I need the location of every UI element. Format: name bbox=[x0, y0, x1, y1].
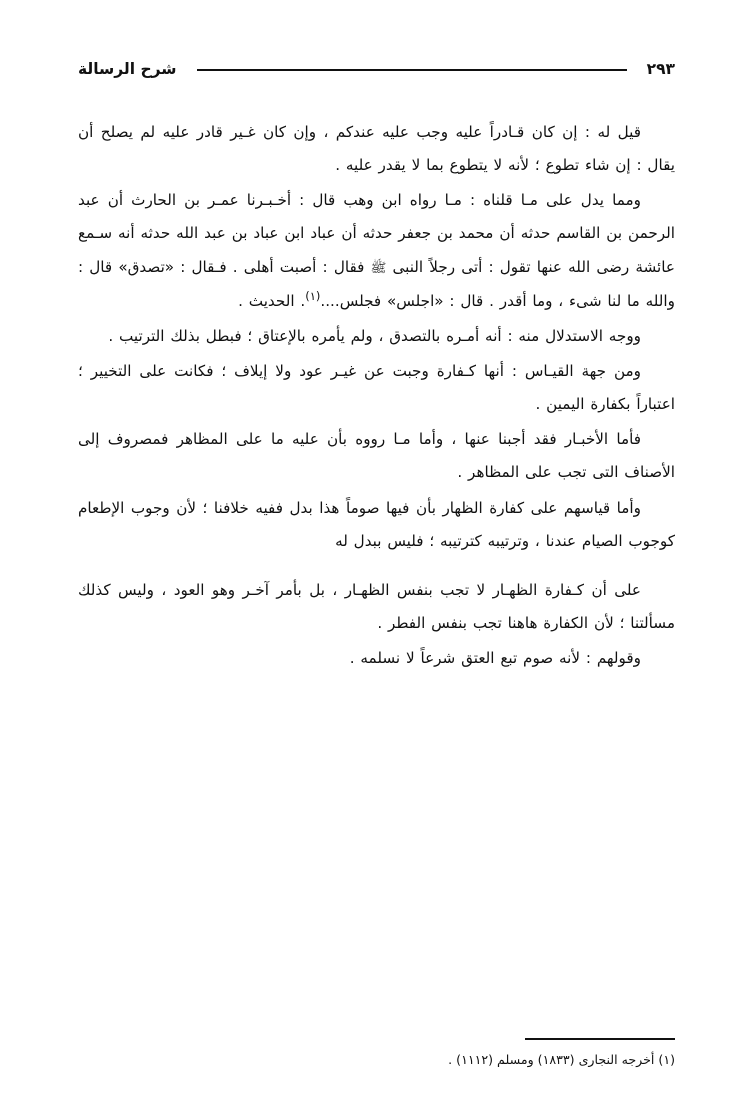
footnote-area bbox=[78, 1038, 675, 1072]
header-divider bbox=[197, 69, 627, 71]
footnote-divider bbox=[525, 1038, 675, 1040]
page-number: ٢٩٣ bbox=[646, 60, 675, 78]
paragraph-6: وأما قياسهم على كفارة الظهار بأن فيها صوماً هذا بدل ففيه خلافنا ؛ لأن وجوب الإطعام كوجوب الصيام عندنا ، وترتيبه كترتيبه ؛ فليس ببدل له bbox=[78, 498, 675, 550]
book-title: شرح الرسالة bbox=[78, 60, 177, 78]
footnote-marker[interactable]: (١) bbox=[305, 288, 321, 303]
paragraph-5: فأما الأخبـار فقد أجبنا عنها ، وأما مـا رووه بأن عليه ما على المظاهر فمصروف إلى الأصناف التى تجب على المظاهر . bbox=[78, 430, 675, 482]
paragraph-8: وقولهم : لأنه صوم تبع العتق شرعاً لا نسلمه . bbox=[349, 649, 641, 668]
page-header bbox=[78, 52, 675, 86]
paragraph-2 bbox=[78, 184, 675, 318]
paragraph-2-part-b: فقال : أصبت أهلى . فـقال : «تصدق» قال : والله ما لنا شىء ، وما أقدر . قال : «اجلس» فجلس.... bbox=[78, 257, 675, 310]
page-body bbox=[78, 116, 675, 675]
paragraph-3: ووجه الاستدلال منه : أنه أمـره بالتصدق ، ولم يأمره بالإعتاق ؛ فبطل بذلك الترتيب . bbox=[108, 326, 641, 345]
paragraph-2-part-a: ومما يدل على مـا قلناه : مـا رواه ابن وهب قال : أخـبـرنا عمـر بن الحارث أن عبد الرحمن بن القاسم حدثه أن محمد بن جعفر حدثه أن عباد ابن عباد بن عبد الله حدثه أنه سـمع عائشة رضى الله عنها تقول : أتى رجلاً النبى bbox=[78, 191, 675, 276]
paragraph-1: قيل له : إن كان قـادراً عليه وجب عليه عندكم ، وإن كان غـير قادر عليه لم يصلح أن يقال : إن شاء تطوع ؛ لأنه لا يتطوع بما لا يقدر عليه . bbox=[78, 123, 675, 175]
paragraph-7: على أن كـفارة الظهـار لا تجب بنفس الظهـار ، بل بأمر آخـر وهو العود ، وليس كذلك مسألتنا ؛ لأن الكفارة هاهنا تجب بنفس الفطر . bbox=[78, 580, 675, 633]
paragraph-2-tail: . الحديث . bbox=[238, 291, 306, 310]
paragraph-4: ومن جهة القيـاس : أنها كـفارة وجبت عن غيـر عود ولا إيلاف ؛ فكانت على التخيير ؛ اعتباراً بكفارة اليمين . bbox=[78, 362, 675, 414]
footnote-text: (١) أخرجه النجارى (١٨٣٣) ومسلم (١١١٢) . bbox=[448, 1052, 675, 1068]
salla-allahu-alayhi-wasallam-glyph: ﷺ bbox=[370, 260, 387, 276]
